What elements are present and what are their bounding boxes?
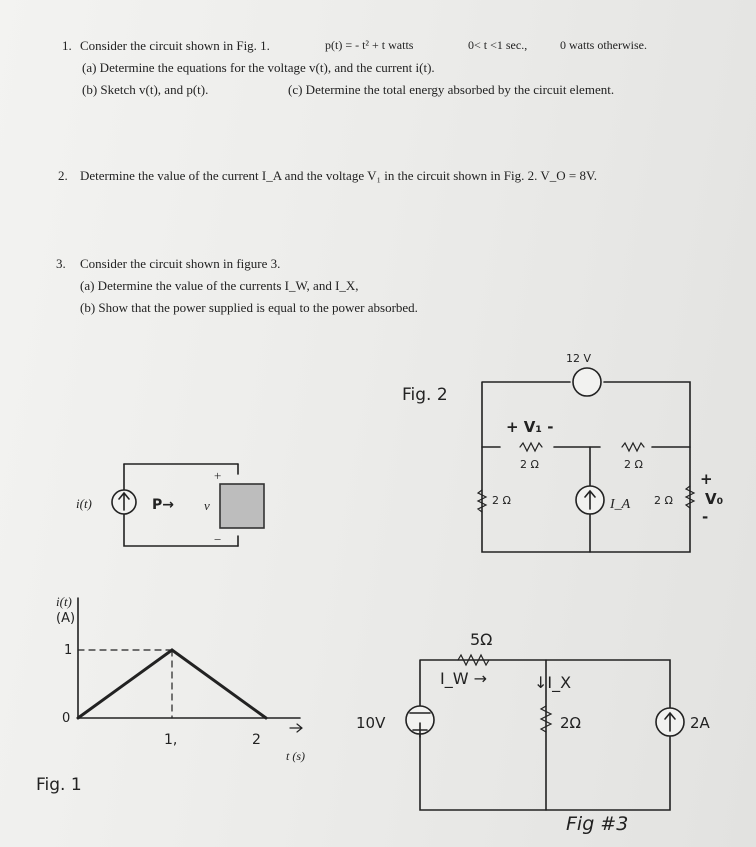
fig2-v1-label: + V₁ -: [506, 418, 554, 436]
fig2-title: Fig. 2: [402, 385, 448, 405]
fig2-r-right: 2 Ω: [654, 494, 673, 507]
q1-part-c: (c) Determine the total energy absorbed by the circuit element.: [288, 82, 615, 97]
q2-number: 2.: [58, 168, 68, 183]
q1-part-b: (b) Sketch v(t), and p(t).: [82, 82, 209, 97]
fig1-xtick-2: 2: [252, 732, 261, 748]
fig2-vo-plus: +: [700, 470, 713, 488]
q3-text: Consider the circuit shown in figure 3.: [80, 256, 281, 271]
fig3-ix-label: ↓I_X: [534, 673, 572, 692]
q3-part-a: (a) Determine the value of the currents I_W, and I_X,: [80, 278, 359, 293]
fig1-source-label: i(t): [76, 496, 92, 511]
fig3-r-mid: 2Ω: [560, 714, 582, 732]
fig1-power-arrow: P→: [152, 497, 174, 513]
q3-number: 3.: [56, 256, 66, 271]
fig2-circuit: [478, 368, 694, 552]
fig2-r-top-right: 2 Ω: [624, 458, 643, 471]
q1-number: 1.: [62, 38, 72, 53]
fig1-v-label: v: [204, 498, 210, 513]
fig3-title: Fig #3: [566, 813, 629, 835]
q1-part-a: (a) Determine the equations for the voltage v(t), and the current i(t).: [82, 60, 435, 75]
fig1-xtick-1: 1,: [164, 732, 178, 748]
fig1-circuit: [112, 464, 264, 546]
fig1-graph: [78, 598, 302, 732]
fig3-source-voltage: 10V: [356, 714, 386, 732]
fig1-graph-ylabel: i(t): [56, 594, 72, 609]
q1-power-equation: p(t) = - t² + t watts: [325, 38, 414, 52]
fig1-graph-yunits: (A): [56, 611, 76, 626]
fig2-vo-label: V₀: [705, 490, 724, 508]
fig1-ytick-0: 0: [62, 711, 71, 726]
fig3-r-top: 5Ω: [470, 630, 493, 649]
q3-part-b: (b) Show that the power supplied is equal to the power absorbed.: [80, 300, 418, 315]
q1-otherwise: 0 watts otherwise.: [560, 38, 647, 52]
fig2-r-top-left: 2 Ω: [520, 458, 539, 471]
fig1-title: Fig. 1: [36, 775, 82, 795]
fig1-xaxis-label: t (s): [286, 749, 305, 763]
q1-time-range: 0< t <1 sec.,: [468, 38, 528, 52]
fig3-current-source-value: 2A: [690, 714, 710, 732]
q1-line1: Consider the circuit shown in Fig. 1.: [80, 38, 270, 53]
q2-text: Determine the value of the current I_A and the voltage V₁ in the circuit shown in Fig. 2. V_O = 8V.: [80, 168, 597, 183]
fig1-plus: +: [214, 468, 222, 483]
fig2-source-voltage: 12 V: [566, 352, 592, 365]
fig2-vo-minus: -: [702, 508, 709, 526]
fig2-r-top-left-symbol: [520, 443, 542, 451]
fig2-ia-label: I_A: [610, 497, 631, 512]
fig1-ytick-1: 1: [64, 643, 73, 658]
fig3-iw-label: I_W →: [440, 669, 488, 688]
fig1-element-box: [220, 484, 264, 528]
fig2-r-left: 2 Ω: [492, 494, 511, 507]
fig2-r-top-right-symbol: [622, 443, 644, 451]
fig2-voltage-source: [573, 368, 601, 396]
fig1-minus: −: [214, 532, 222, 547]
